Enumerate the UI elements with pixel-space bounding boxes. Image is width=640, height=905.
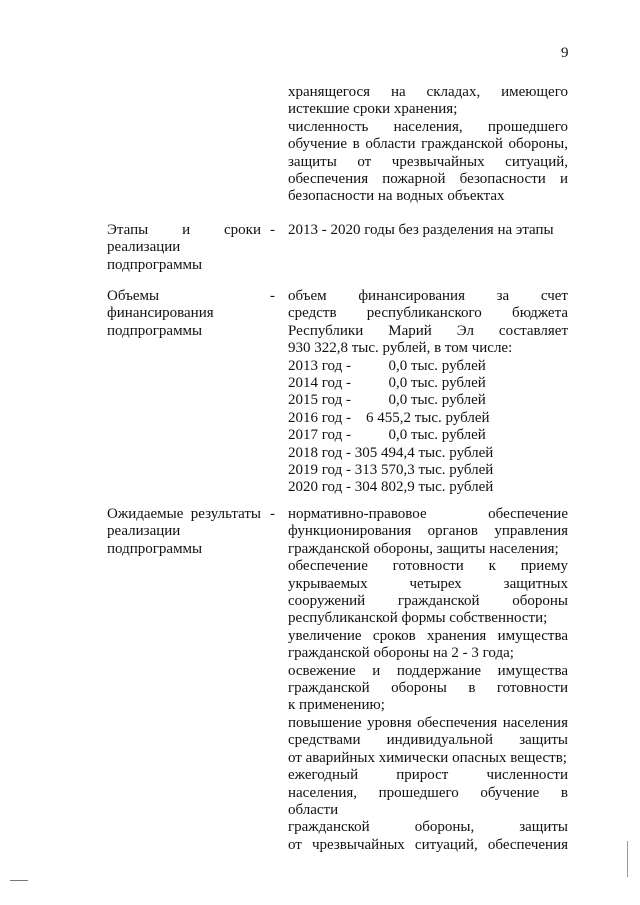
text-line: реализации: [107, 239, 181, 256]
text-line: от чрезвычайных ситуаций, обеспечения: [288, 836, 568, 853]
page-number: 9: [561, 45, 569, 61]
text-line: истекшие сроки хранения;: [288, 101, 458, 118]
text-line: населения, прошедшего обучение в области: [288, 784, 568, 818]
text-line: гражданской обороны, защиты: [288, 819, 568, 836]
text-line: хранящегося на складах, имеющего: [288, 84, 568, 100]
financing-year-line: 2017 год - 0,0 тыс. рублей: [288, 427, 486, 444]
stages-dash: -: [270, 222, 275, 238]
scan-mark: [10, 880, 28, 881]
text-line: гражданской обороны в готовности: [288, 680, 568, 697]
text-line: защиты от чрезвычайных ситуаций,: [288, 153, 568, 170]
financing-year-line: 2014 год - 0,0 тыс. рублей: [288, 375, 486, 392]
text-line: к применению;: [288, 697, 385, 714]
text-line: средствами индивидуальной защиты: [288, 732, 568, 749]
text-line: освежение и поддержание имущества: [288, 662, 568, 679]
text-line: нормативно-правовое обеспечение: [288, 506, 568, 522]
text-line: сооружений гражданской обороны: [288, 593, 568, 610]
text-line: финансирования: [107, 305, 214, 322]
financing-years: [288, 358, 568, 497]
text-line: укрываемых четырех защитных: [288, 575, 568, 592]
text-line: 2013 - 2020 годы без разделения на этапы: [288, 222, 554, 238]
text-line: функционирования органов управления: [288, 523, 568, 540]
stages-label: [107, 222, 261, 274]
results-content: [288, 506, 568, 854]
text-line: объем финансирования за счет: [288, 288, 568, 304]
financing-year-line: 2018 год - 305 494,4 тыс. рублей: [288, 444, 494, 461]
financing-year-line: 2013 год - 0,0 тыс. рублей: [288, 357, 486, 374]
financing-dash: -: [270, 288, 275, 304]
text-line: гражданской обороны, защиты населения;: [288, 540, 559, 557]
text-line: ежегодный прирост численности: [288, 767, 568, 784]
top-continuation-content: [288, 84, 568, 206]
results-dash: -: [270, 506, 275, 522]
text-line: 930 322,8 тыс. рублей, в том числе:: [288, 340, 513, 357]
financing-year-line: 2019 год - 313 570,3 тыс. рублей: [288, 462, 494, 479]
text-line: повышение уровня обеспечения населения: [288, 714, 568, 731]
text-line: Ожидаемые результаты: [107, 506, 261, 522]
text-line: Объемы: [107, 288, 160, 304]
text-line: республиканской формы собственности;: [288, 610, 548, 627]
financing-label: [107, 288, 261, 340]
text-line: подпрограммы: [107, 322, 203, 339]
text-line: средств республиканского бюджета: [288, 305, 568, 322]
text-line: обеспечения пожарной безопасности и: [288, 171, 568, 188]
text-line: численность населения, прошедшего: [288, 118, 568, 135]
financing-content: [288, 288, 568, 497]
scan-mark: [627, 841, 628, 877]
text-line: Этапы и сроки: [107, 222, 261, 238]
text-line: безопасности на водных объектах: [288, 188, 505, 205]
financing-year-line: 2015 год - 0,0 тыс. рублей: [288, 392, 486, 409]
stages-content: [288, 222, 568, 239]
financing-year-line: 2016 год - 6 455,2 тыс. рублей: [288, 409, 490, 426]
text-line: реализации: [107, 523, 181, 540]
text-line: Республики Марий Эл составляет: [288, 322, 568, 339]
financing-intro: [288, 288, 568, 358]
text-line: увеличение сроков хранения имущества: [288, 627, 568, 644]
text-line: подпрограммы: [107, 256, 203, 273]
text-line: обучение в области гражданской обороны,: [288, 136, 568, 153]
financing-year-line: 2020 год - 304 802,9 тыс. рублей: [288, 479, 494, 496]
text-line: от аварийных химически опасных веществ;: [288, 749, 567, 766]
text-line: обеспечение готовности к приему: [288, 558, 568, 575]
text-line: подпрограммы: [107, 540, 203, 557]
results-label: [107, 506, 261, 558]
text-line: гражданской обороны на 2 - 3 года;: [288, 645, 514, 662]
